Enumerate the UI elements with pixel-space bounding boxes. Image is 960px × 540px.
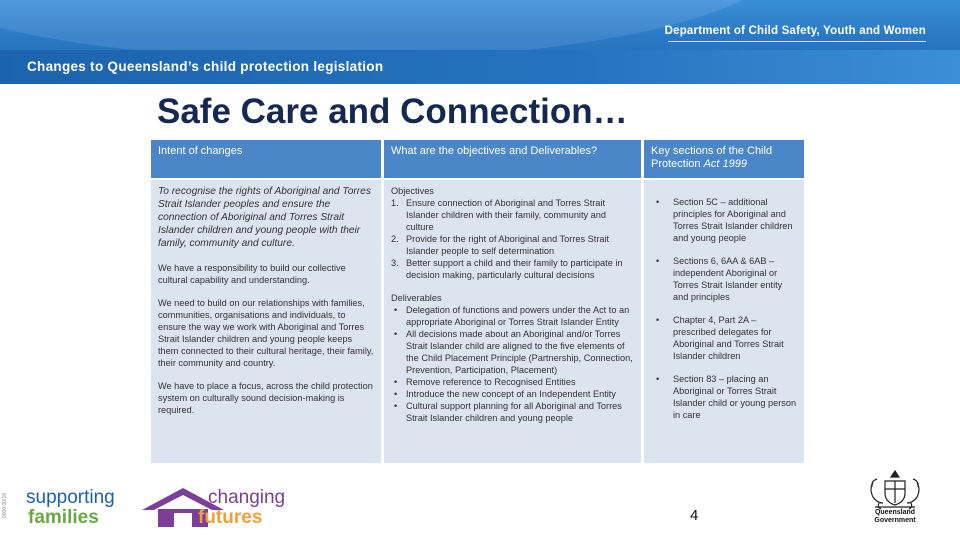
crest-caption-line2: Government	[874, 517, 916, 524]
intent-paragraph: We have to place a focus, across the child protection system on culturally sound decision-making is required.	[158, 381, 373, 415]
objective-number: 1.	[391, 198, 399, 208]
deliverables-list	[391, 304, 634, 424]
content-table	[151, 140, 804, 463]
side-code: 0000 00/18	[2, 492, 8, 518]
crest-caption-line1: Queensland	[874, 509, 916, 516]
objective-item	[391, 197, 634, 233]
header-objectives: What are the objectives and Deliverables?	[384, 140, 641, 178]
deliverable-text: All decisions made about an Aboriginal and/or Torres Strait Islander child are aligned to the five elements of the Child Placement Principle (Partnership, Connection, Prevention, Participation, Placement)	[406, 329, 633, 375]
department-underline	[668, 41, 926, 42]
bullet-icon: •	[394, 401, 398, 411]
key-section-item	[651, 373, 797, 421]
logo-word-futures: futures	[198, 507, 263, 528]
bullet-icon: •	[656, 315, 660, 325]
deliverable-text: Introduce the new concept of an Independent Entity	[406, 389, 616, 399]
header-key-sections	[644, 140, 804, 178]
deliverable-text: Remove reference to Recognised Entities	[406, 377, 576, 387]
logo-word-supporting: supporting	[26, 487, 115, 508]
objectives-list	[391, 197, 634, 281]
objective-item	[391, 257, 634, 281]
key-section-item	[651, 314, 797, 362]
bullet-icon: •	[394, 305, 398, 315]
objectives-heading: Objectives	[391, 186, 434, 196]
logo-word-changing: changing	[208, 487, 286, 508]
key-section-text: Section 5C – additional principles for Aboriginal and Torres Strait Islander children and young people	[673, 197, 793, 243]
supporting-families-logo	[26, 486, 306, 530]
key-sections-cell	[644, 180, 804, 463]
department-name: Department of Child Safety, Youth and Women	[664, 25, 926, 37]
key-section-text: Sections 6, 6AA & 6AB – independent Aboriginal or Torres Strait Islander entity and principles	[673, 256, 783, 302]
bullet-icon: •	[656, 197, 660, 207]
bullet-icon: •	[394, 377, 398, 387]
intent-lead: To recognise the rights of Aboriginal and Torres Strait Islander peoples and ensure the connection of Aboriginal and Torres Strait Islander children and young people with their family, community and culture.	[158, 186, 371, 249]
bullet-icon: •	[394, 389, 398, 399]
objective-number: 3.	[391, 258, 399, 268]
key-section-text: Chapter 4, Part 2A – prescribed delegates for Aboriginal and Torres Strait Islander children	[673, 315, 784, 361]
key-section-item	[651, 196, 797, 244]
objective-text: Better support a child and their family to participate in decision making, particularly cultural decisions	[406, 258, 623, 280]
key-section-text: Section 83 – placing an Aboriginal or Torres Strait Islander child or young person in care	[673, 374, 797, 420]
objective-number: 2.	[391, 234, 399, 244]
banner-subtitle: Changes to Queensland’s child protection legislation	[27, 59, 384, 74]
header-key-sections-act: Act 1999	[703, 158, 748, 170]
bullet-icon: •	[394, 329, 398, 339]
page-number: 4	[690, 507, 699, 524]
key-section-item	[651, 255, 797, 303]
intent-paragraph: We have a responsibility to build our collective cultural capability and understanding.	[158, 263, 346, 285]
deliverable-item	[391, 328, 634, 376]
logo-word-families: families	[28, 507, 99, 528]
header-banner	[0, 0, 960, 84]
deliverable-item	[391, 304, 634, 328]
header-key-sections-text: Key sections of the Child Protection	[651, 145, 773, 170]
deliverable-item	[391, 376, 634, 388]
objective-text: Provide for the right of Aboriginal and Torres Strait Islander people to self determination	[406, 234, 610, 256]
intent-paragraph: We need to build on our relationships with families, communities, organisations and individuals, to ensure the way we work with Aboriginal and Torres Strait Islander children and young people keeps them connected to their cultural heritage, their family, their community and country.	[158, 298, 374, 368]
objective-item	[391, 233, 634, 257]
deliverable-text: Delegation of functions and powers under the Act to an appropriate Aboriginal or Torres Strait Islander Entity	[406, 305, 630, 327]
bullet-icon: •	[656, 256, 660, 266]
intent-cell	[151, 180, 381, 463]
queensland-government-crest	[863, 467, 927, 529]
header-intent: Intent of changes	[151, 140, 381, 178]
page-title: Safe Care and Connection…	[157, 92, 628, 131]
key-sections-list	[651, 196, 797, 421]
objective-text: Ensure connection of Aboriginal and Torres Strait Islander children with their family, community and culture	[406, 198, 606, 232]
bullet-icon: •	[656, 374, 660, 384]
coat-of-arms-icon	[863, 467, 927, 511]
deliverable-item	[391, 388, 634, 400]
deliverable-item	[391, 400, 634, 424]
deliverables-heading: Deliverables	[391, 293, 442, 303]
objectives-cell	[384, 180, 641, 463]
deliverable-text: Cultural support planning for all Aboriginal and Torres Strait Islander children and young people	[406, 401, 622, 423]
crest-caption	[863, 509, 927, 525]
